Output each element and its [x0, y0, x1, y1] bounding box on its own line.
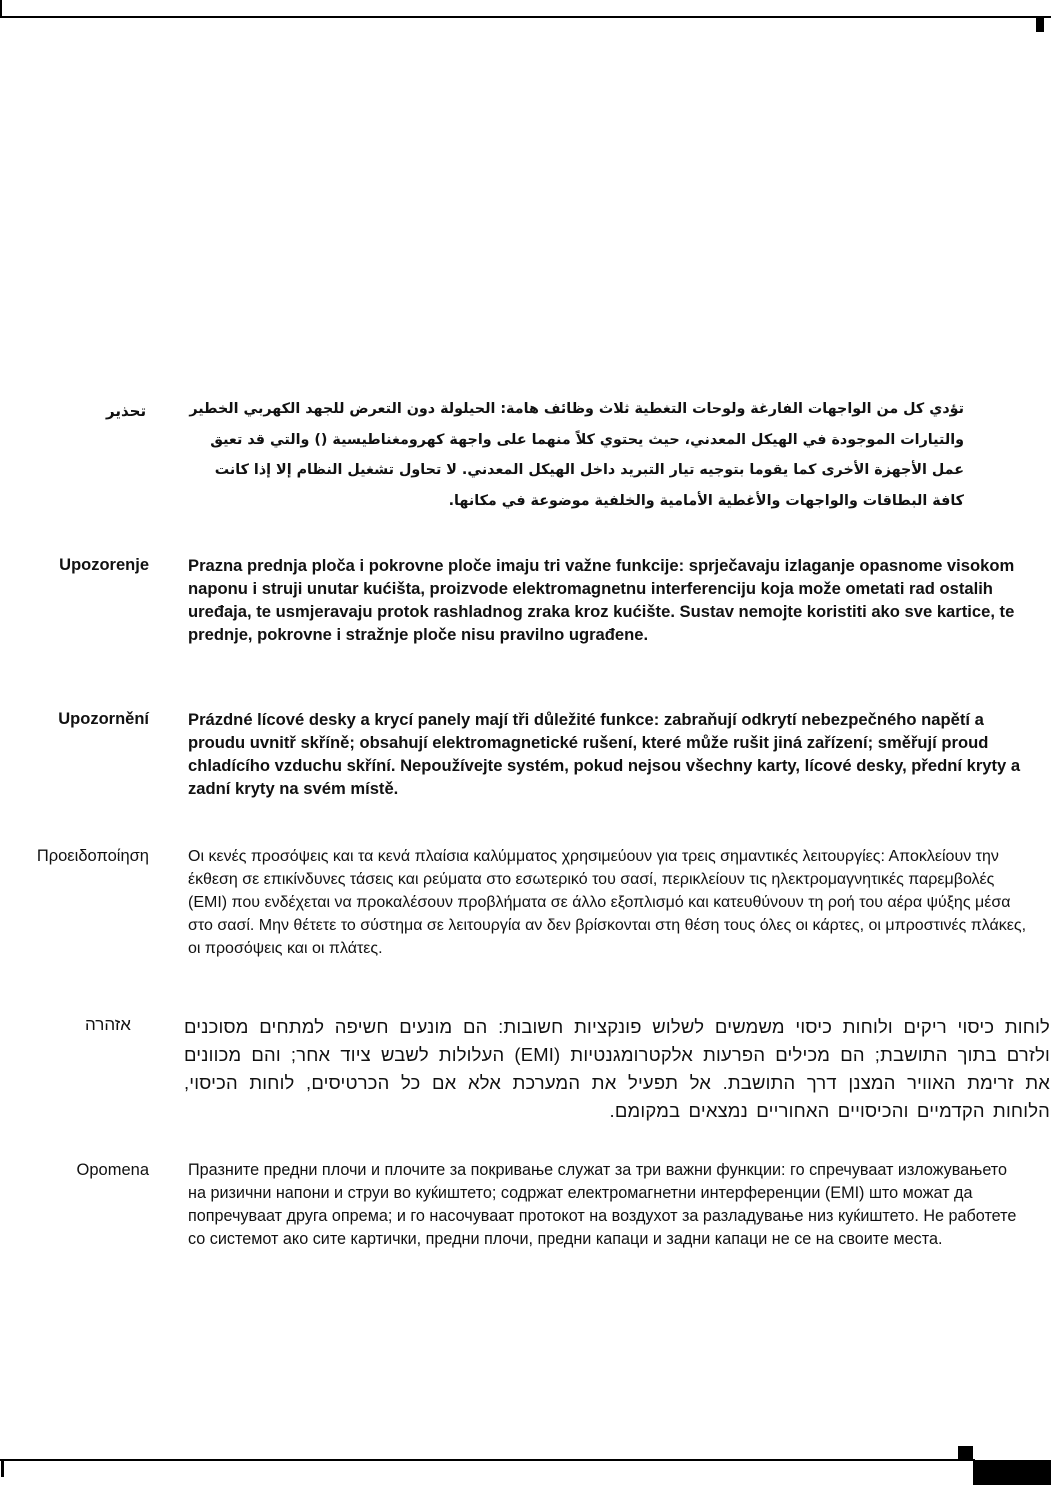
warning-label: Opomena [76, 1161, 149, 1179]
page-number-tab [973, 1460, 1051, 1485]
warning-label: Προειδοποίηση [36, 847, 149, 865]
warning-label: Upozornění [58, 710, 149, 728]
header-rule [0, 16, 1051, 18]
warning-label: Upozorenje [59, 556, 149, 574]
footer-marker [958, 1446, 973, 1460]
warning-label: تحذير [106, 402, 147, 420]
footer-rule [0, 1459, 975, 1461]
warning-text: לוחות כיסוי ריקים ולוחות כיסוי משמשים לשלוש פונקציות חשובות: הם מונעים חשיפה למתחים מסוכנים ולזרם בתוך התושבת; הם מכילים הפרעות אלקטרומגנטיות (EMI) העלולות לשבש ציוד אחר; והם מכוונים את זרימת האוויר המצנן דרך התושבת. אל תפעיל את המערכת אלא אם כל הכרטיסים, לוחות הכיסוי, הלוחות הקדמיים והכיסויים האחוריים נמצאים במקומם. [184, 1016, 1050, 1121]
page-frame-corner-bottom [1, 1461, 4, 1477]
warning-text: تؤدي كل من الواجهات الفارغة ولوحات التغطية ثلاث وظائف هامة: الحيلولة دون التعرض للجهد الكهربي الخطير والتيارات الموجودة في الهيكل المعدني، حيث يحتوي كلاً منهما على واجهة كهرومغناطيسية () والتي قد تعيق عمل الأجهزة الأخرى كما يقوما بتوجيه تيار التبريد داخل الهيكل المعدني. لا تحاول تشغيل النظام إلا إذا كانت كافة البطاقات والواجهات والأغطية الأمامية والخلفية موضوعة في مكانها. [189, 401, 964, 509]
warning-text: Prázdné lícové desky a krycí panely mají tři důležité funkce: zabraňují odkrytí nebezpečného napětí a proudu uvnitř skříně; obsahují elektromagnetické rušení, které může rušit jiná zařízení; směřují proud chladícího vzduchu skříní. Nepoužívejte systém, pokud nejsou všechny karty, lícové desky, přední kryty a zadní kryty na svém místě. [188, 710, 1021, 798]
warning-text: Οι κενές προσόψεις και τα κενά πλαίσια καλύμματος χρησιμεύουν για τρεις σημαντικές λειτουργίες: Αποκλείουν την έκθεση σε επικίνδυνες τάσεις και ρεύματα στο εσωτερικό του σασί, περικλείουν τις ηλεκτρομαγνητικές παρεμβολές (EMI) που ενδέχεται να προκαλέσουν προβλήματα σε άλλο εξοπλισμό και κατευθύνουν τη ροή του αέρα ψύξης μέσα στο σασί. Μην θέτετε το σύστημα σε λειτουργία αν δεν βρίσκονται στη θέση τους όλες οι κάρτες, οι μπροστινές πλάκες, οι προσόψεις και οι πλάτες. [188, 848, 1027, 957]
warning-label: אזהרה [85, 1015, 131, 1034]
warning-text: Празните предни плочи и плочите за покривање служат за три важни функции: го спречуваат изложувањето на ризични напони и струи во куќиштето; содржат електромагнетни интерференции (EMI) што можат да попречуваат друга опрема; и го насочуваат протокот на воздухот за разладување низ куќиштето. Не работете со системот ако сите картички, предни плочи, предни капаци и задни капаци не се на своите места. [188, 1161, 1017, 1248]
warning-text: Prazna prednja ploča i pokrovne ploče imaju tri važne funkcije: sprječavaju izlaganje opasnome visokom naponu i struji unutar kućišta, proizvode elektromagnetnu interferenciju koja može ometati rad ostalih uređaja, te usmjeravaju protok rashladnog zraka kroz kućište. Sustav nemojte koristiti ako sve kartice, te prednje, pokrovne i stražnje ploče nisu pravilno ugrađene. [188, 556, 1015, 644]
header-marker [1036, 18, 1044, 32]
